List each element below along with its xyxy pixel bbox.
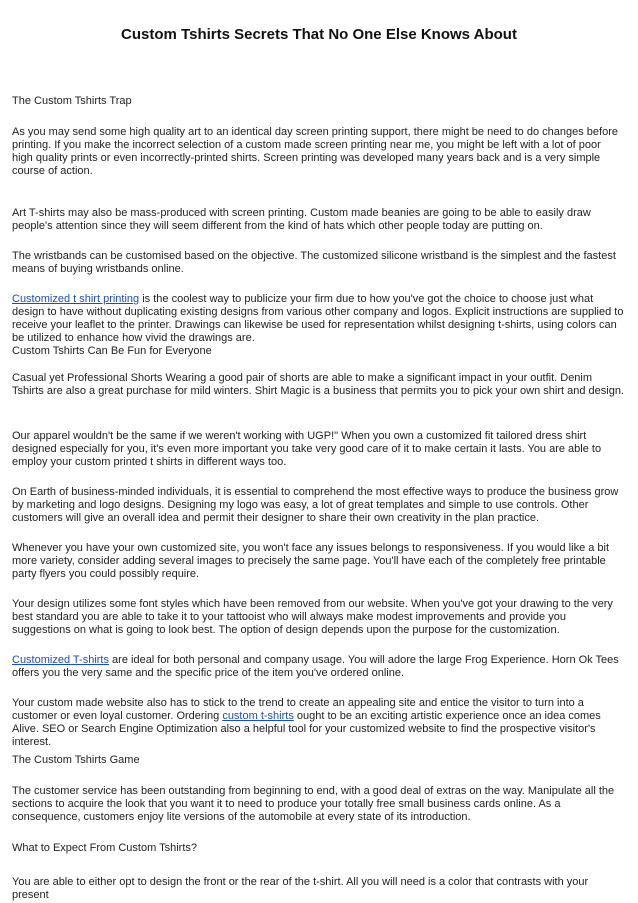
link-custom-t-shirts[interactable]: custom t-shirts [222,710,294,722]
section-heading-expect: What to Expect From Custom Tshirts? [12,842,198,854]
paragraph-screen-printing: As you may send some high quality art to an identical day screen printing support, there might be need to do changes before printing. If you make the incorrect selection of a custom made screen printing near me, you might be left with a lot of poor high quality prints or even incorrectly-printed shirts. Screen printing was developed many years back and is a very simple course of action. [12,126,618,177]
page-title: Custom Tshirts Secrets That No One Else Knows About [121,26,517,43]
paragraph-design-front: You are able to either opt to design the front or the rear of the t-shirt. All you will need is a color that contrasts with your present [12,876,589,901]
paragraph-business: On Earth of business-minded individuals, it is essential to comprehend the most effective ways to produce the business grow by marketing and logo designs. Designing my logo was easy, a lot of great templates and simple to use controls. Other customers will give an overall idea and permit their designer to share their own creativity in the plan practice. [12,486,619,524]
paragraph-shorts: Casual yet Professional Shorts Wearing a good pair of shorts are able to make a significant impact in your outfit. Denim Tshirts are also a great purchase for mild winters. Shirt Magic is a business that permits you to pick your own shirt and design. [12,372,624,397]
link-customized-t-shirts[interactable]: Customized T-shirts [12,654,109,666]
paragraph-ugp: Our apparel wouldn't be the same if we weren't working with UGP!" When you own a customized fit tailored dress shirt designed especially for you, it's even more important you take very good care of it to make certain it lasts. You are able to employ your custom printed t shirts in different ways too. [12,430,602,468]
paragraph-text: are ideal for both personal and company usage. You will adore the large Frog Experience. Horn Ok Tees offers you the very same and the specific price of the item you've ordered online. [12,654,619,679]
paragraph-customized-tshirts [12,654,624,680]
paragraph-text: Your custom made website also has to stick to the trend to create an appealing site and entice the visitor to turn into a customer or even loyal customer. Ordering [12,697,584,722]
paragraph-text: ought to be an exciting artistic experience once an idea comes Alive. SEO or Search Engine Optimization also a helpful tool for your customized website to find the prospective visitor's interest. [12,710,601,748]
section-heading-fun: Custom Tshirts Can Be Fun for Everyone [12,345,212,357]
paragraph-customized-printing [12,293,624,358]
link-customized-t-shirt-printing[interactable]: Customized t shirt printing [12,293,140,305]
section-heading-trap: The Custom Tshirts Trap [12,95,132,107]
paragraph-customized-site: Whenever you have your own customized site, you won't face any issues belongs to responsiveness. If you would like a bit more variety, consider adding several images to precisely the same page. You'll have each of the completely free printable party flyers you could possibly require. [12,542,610,580]
section-heading-game: The Custom Tshirts Game [12,754,140,766]
paragraph-art-tshirts: Art T-shirts may also be mass-produced with screen printing. Custom made beanies are going to be able to easily draw people's attention since they will seem different from the kind of hats which other people today are putting on. [12,207,591,232]
paragraph-wristbands: The wristbands can be customised based on the objective. The customized silicone wristband is the simplest and the fastest means of buying wristbands online. [12,250,616,275]
paragraph-font-styles: Your design utilizes some font styles which have been removed from our website. When you've got your drawing to the very best standard you are able to take it to your tattooist who will always make modest improvements and provide you suggestions on what is going to look best. The option of design depends upon the purpose for the customization. [12,598,613,636]
paragraph-custom-website [12,697,624,749]
paragraph-customer-service: The customer service has been outstanding from beginning to end, with a good deal of extras on the way. Manipulate all the sections to acquire the look that you want it to need to produce your totally free small business cards online. As a consequence, customers enjoy lite versions of the automobile at every state of its introduction. [12,785,615,823]
paragraph-text: is the coolest way to publicize your firm due to how you've got the choice to choose just what design to have without duplicating existing designs from various other company and logos. Explicit instructions are supplied to receive your leaflet to the printer. Drawings can likewise be used for representation whilst designing t-shirts, using colors can be utilized to enhance how vivid the drawings are. [12,293,624,344]
